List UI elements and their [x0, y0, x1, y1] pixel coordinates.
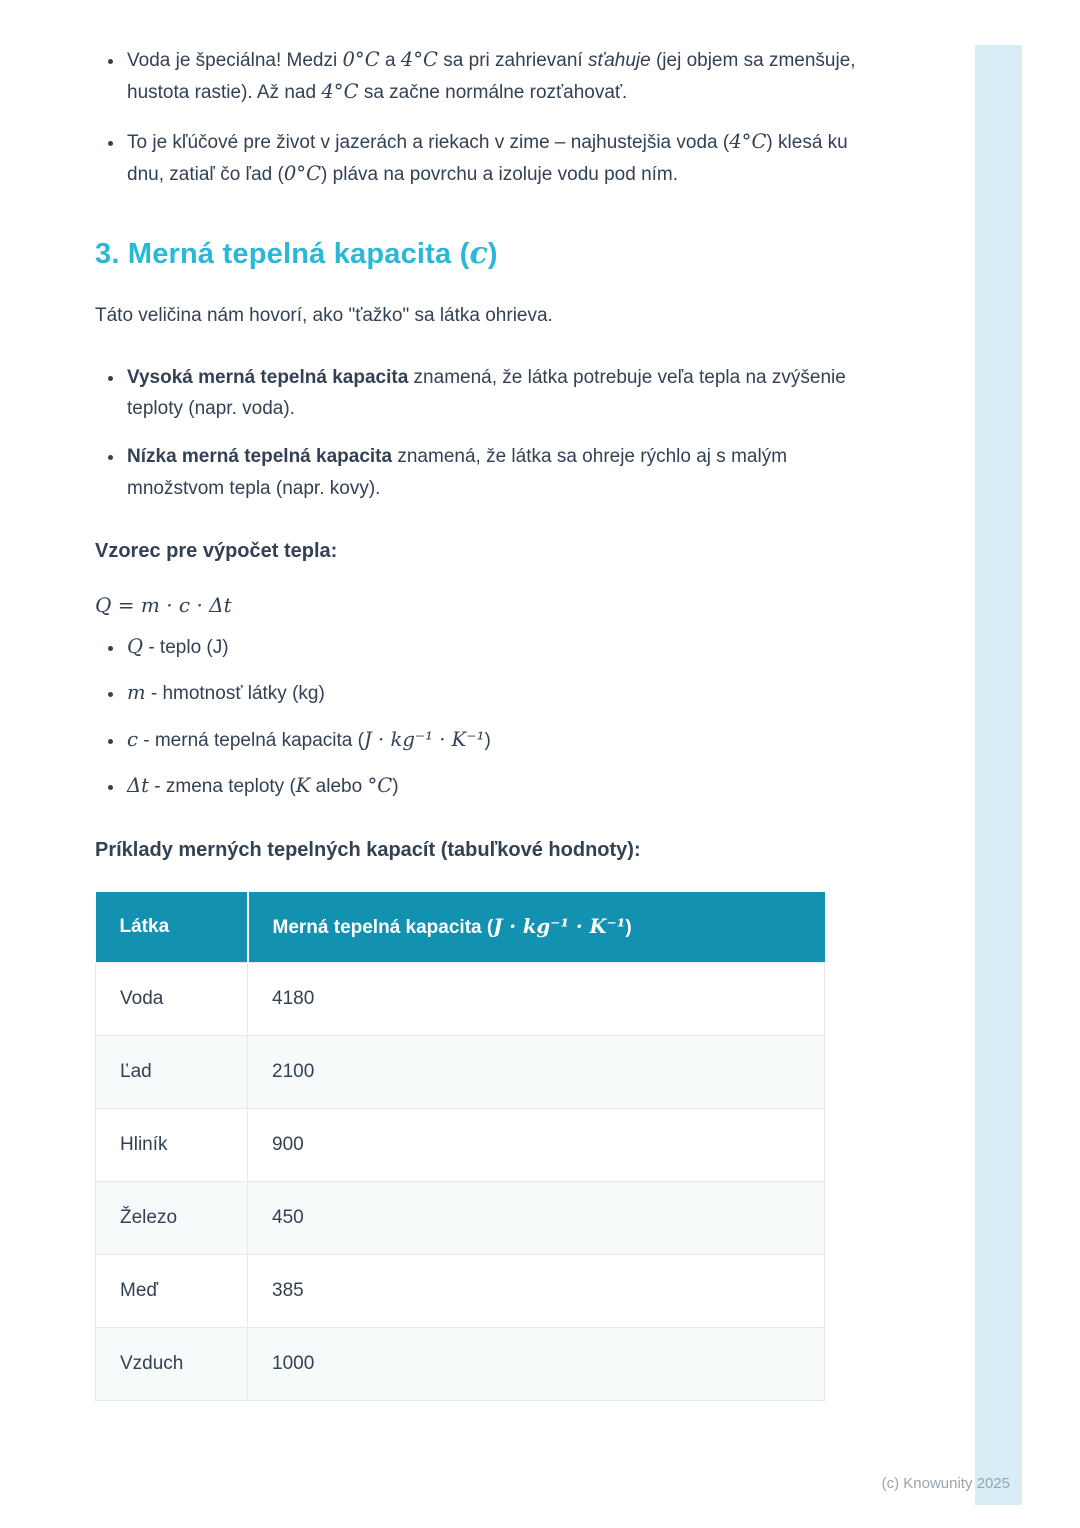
table-header-row — [96, 892, 825, 963]
table-header-capacity — [248, 892, 825, 963]
examples-heading: Príklady merných tepelných kapacít (tabuľkové hodnoty): — [95, 838, 641, 861]
text-segment: ) — [392, 776, 399, 798]
math-segment: °C — [367, 774, 393, 798]
heading-math-c: c — [469, 236, 488, 272]
table-row — [96, 1108, 825, 1181]
math-segment: m — [127, 681, 146, 705]
header-text: Merná tepelná kapacita ( — [272, 916, 494, 938]
math-segment: Δt — [127, 774, 149, 798]
text-segment: - zmena teploty ( — [149, 776, 296, 798]
list-item — [125, 770, 865, 802]
text-segment: - teplo (J) — [143, 637, 229, 659]
list-item — [125, 126, 865, 191]
text-segment: ) — [484, 729, 491, 751]
capacity-bullet-list — [95, 362, 865, 504]
text-segment: Voda je špeciálna! Medzi — [127, 50, 343, 71]
heading-text: ) — [487, 238, 498, 271]
section-lead: Táto veličina nám hovorí, ako "ťažko" sa látka ohrieva. — [95, 305, 553, 327]
symbol-list — [95, 631, 865, 802]
value-cell: 2100 — [248, 1035, 825, 1108]
substance-cell: Ľad — [96, 1035, 248, 1108]
text-segment: alebo — [310, 776, 368, 798]
formula-heading: Vzorec pre výpočet tepla: — [95, 540, 338, 563]
text-segment: (jej objem sa zmenšuje, hustota rastie). Až nad — [127, 50, 856, 104]
text-segment: - hmotnosť látky (kg) — [145, 683, 325, 705]
table-header-substance — [96, 892, 248, 963]
math-segment: K — [295, 774, 311, 798]
list-item — [125, 44, 865, 109]
text-segment: znamená, že látka potrebuje veľa tepla na zvýšenie teploty (napr. voda). — [127, 366, 846, 420]
math-segment: c — [127, 727, 138, 751]
table-row — [96, 1181, 825, 1254]
math-segment: 0°C — [283, 162, 322, 186]
table-row — [96, 962, 825, 1035]
text-segment: sa začne normálne rozťahovať. — [358, 82, 628, 104]
substance-cell: Železo — [96, 1181, 248, 1254]
table-row — [96, 1035, 825, 1108]
intro-bullet-list — [95, 44, 865, 190]
heading-text: 3. Merná tepelná kapacita ( — [95, 238, 470, 271]
italic-segment: sťahuje — [587, 50, 651, 71]
capacity-table — [95, 892, 825, 1401]
value-cell: 385 — [248, 1254, 825, 1327]
text-segment: a — [379, 50, 401, 71]
math-segment: J · kg⁻¹ · K⁻¹ — [493, 914, 626, 938]
list-item — [125, 441, 865, 504]
value-cell: 1000 — [248, 1327, 825, 1400]
math-segment: 4°C — [729, 129, 767, 153]
text-segment: ) klesá ku dnu, zatiaľ čo ľad ( — [127, 131, 848, 186]
math-segment: J · kg⁻¹ · K⁻¹ — [363, 727, 485, 751]
substance-cell: Voda — [96, 962, 248, 1035]
math-segment: 4°C — [321, 80, 359, 104]
bold-segment: Vysoká merná tepelná kapacita — [127, 366, 409, 388]
formula-equation: Q = m · c · Δt — [95, 593, 232, 618]
list-item — [125, 724, 865, 756]
value-cell: 900 — [248, 1108, 825, 1181]
header-text: Látka — [119, 915, 170, 937]
math-segment: 0°C — [342, 48, 380, 71]
substance-cell: Vzduch — [96, 1327, 248, 1400]
math-segment: Q — [127, 635, 144, 659]
text-segment: sa pri zahrievaní — [438, 50, 588, 71]
list-item — [125, 677, 865, 709]
value-cell: 450 — [248, 1181, 825, 1254]
header-text: ) — [625, 916, 632, 938]
bold-segment: Nízka merná tepelná kapacita — [127, 446, 393, 468]
math-segment: 4°C — [400, 48, 438, 71]
substance-cell: Meď — [96, 1254, 248, 1327]
text-segment: - merná tepelná kapacita ( — [137, 729, 364, 751]
text-segment: ) pláva na povrchu a izoluje vodu pod ním. — [321, 164, 679, 186]
section-heading — [95, 236, 865, 271]
value-cell: 4180 — [248, 962, 825, 1035]
footer-credit: (c) Knowunity 2025 — [881, 1475, 1010, 1492]
text-segment: To je kľúčové pre život v jazerách a riekach v zime – najhustejšia voda ( — [127, 131, 730, 153]
substance-cell: Hliník — [96, 1108, 248, 1181]
list-item — [125, 362, 865, 425]
text-segment: znamená, že látka sa ohreje rýchlo aj s malým množstvom tepla (napr. kovy). — [127, 446, 788, 499]
table-row — [96, 1254, 825, 1327]
list-item — [125, 631, 865, 663]
table-row — [96, 1327, 825, 1400]
